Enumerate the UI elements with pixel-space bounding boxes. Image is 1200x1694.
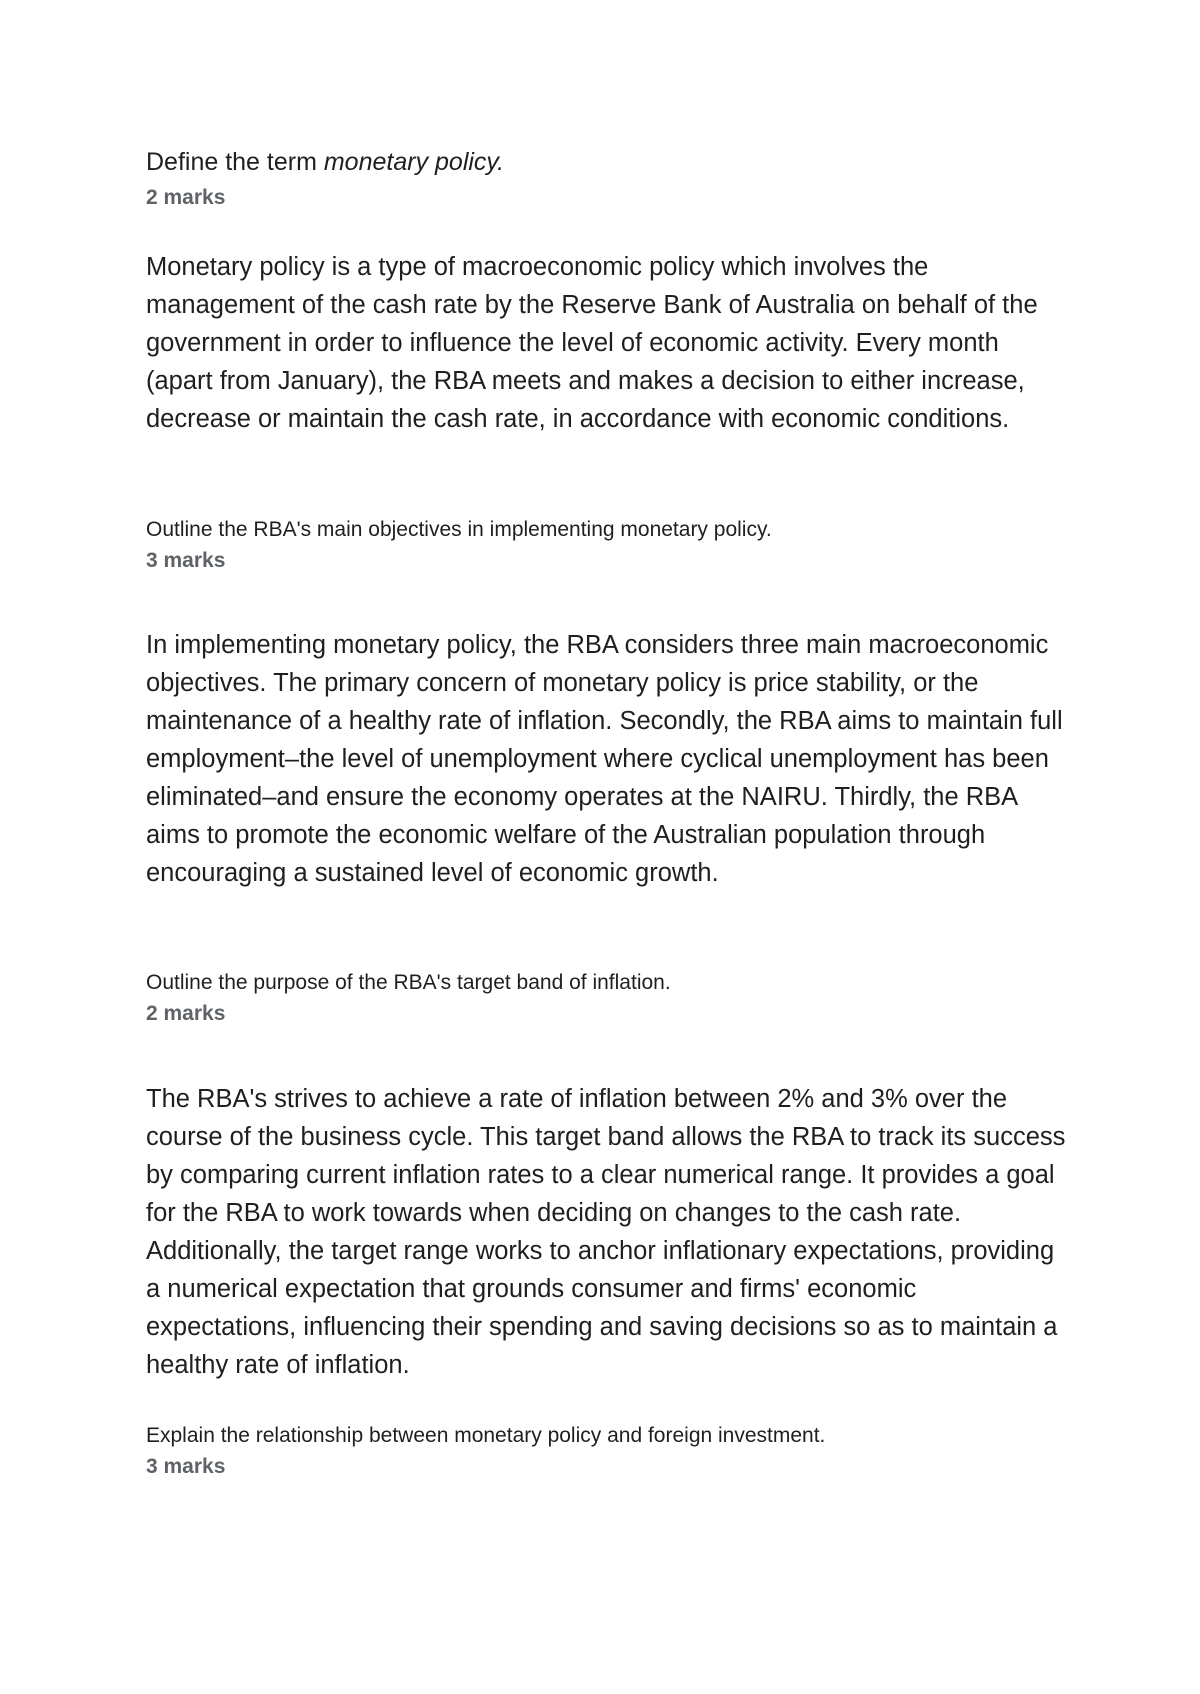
answer-1: Monetary policy is a type of macroeconomic policy which involves the management of the cash rate by the Reserve Bank of Australia on behalf of the government in order to influence the level of economic activity. Every month (apart from January), the RBA meets and makes a decision to either increase, decrease or maintain the cash rate, in accordance with economic conditions. [146, 253, 1038, 433]
question-1-text: Define the term [146, 148, 324, 176]
answer-2: In implementing monetary policy, the RBA considers three main macroeconomic objectives. The primary concern of monetary policy is price stability, or the maintenance of a healthy rate of inflation. Secondly, the RBA aims to maintain full employment–the level of unemployment where cyclical unemployment has been eliminated–and ensure the economy operates at the NAIRU. Thirdly, the RBA aims to promote the economic welfare of the Australian population through encouraging a sustained level of economic growth. [146, 631, 1063, 887]
question-3-marks: 2 marks [146, 1002, 226, 1025]
question-2-marks: 3 marks [146, 549, 226, 572]
answer-3: The RBA's strives to achieve a rate of inflation between 2% and 3% over the course of the business cycle. This target band allows the RBA to track its success by comparing current inflation rates to a clear numerical range. It provides a goal for the RBA to work towards when deciding on changes to the cash rate. Additionally, the target range works to anchor inflationary expectations, providing a numerical expectation that grounds consumer and firms' economic expectations, influencing their spending and saving decisions so as to maintain a healthy rate of inflation. [146, 1085, 1066, 1379]
question-2: Outline the RBA's main objectives in implementing monetary policy. [146, 518, 772, 541]
question-1 [146, 144, 1076, 180]
question-4: Explain the relationship between monetary policy and foreign investment. [146, 1424, 826, 1447]
question-1-marks: 2 marks [146, 186, 226, 209]
question-4-marks: 3 marks [146, 1455, 226, 1478]
question-1-emphasis: monetary policy. [323, 148, 505, 176]
question-3: Outline the purpose of the RBA's target band of inflation. [146, 971, 671, 994]
